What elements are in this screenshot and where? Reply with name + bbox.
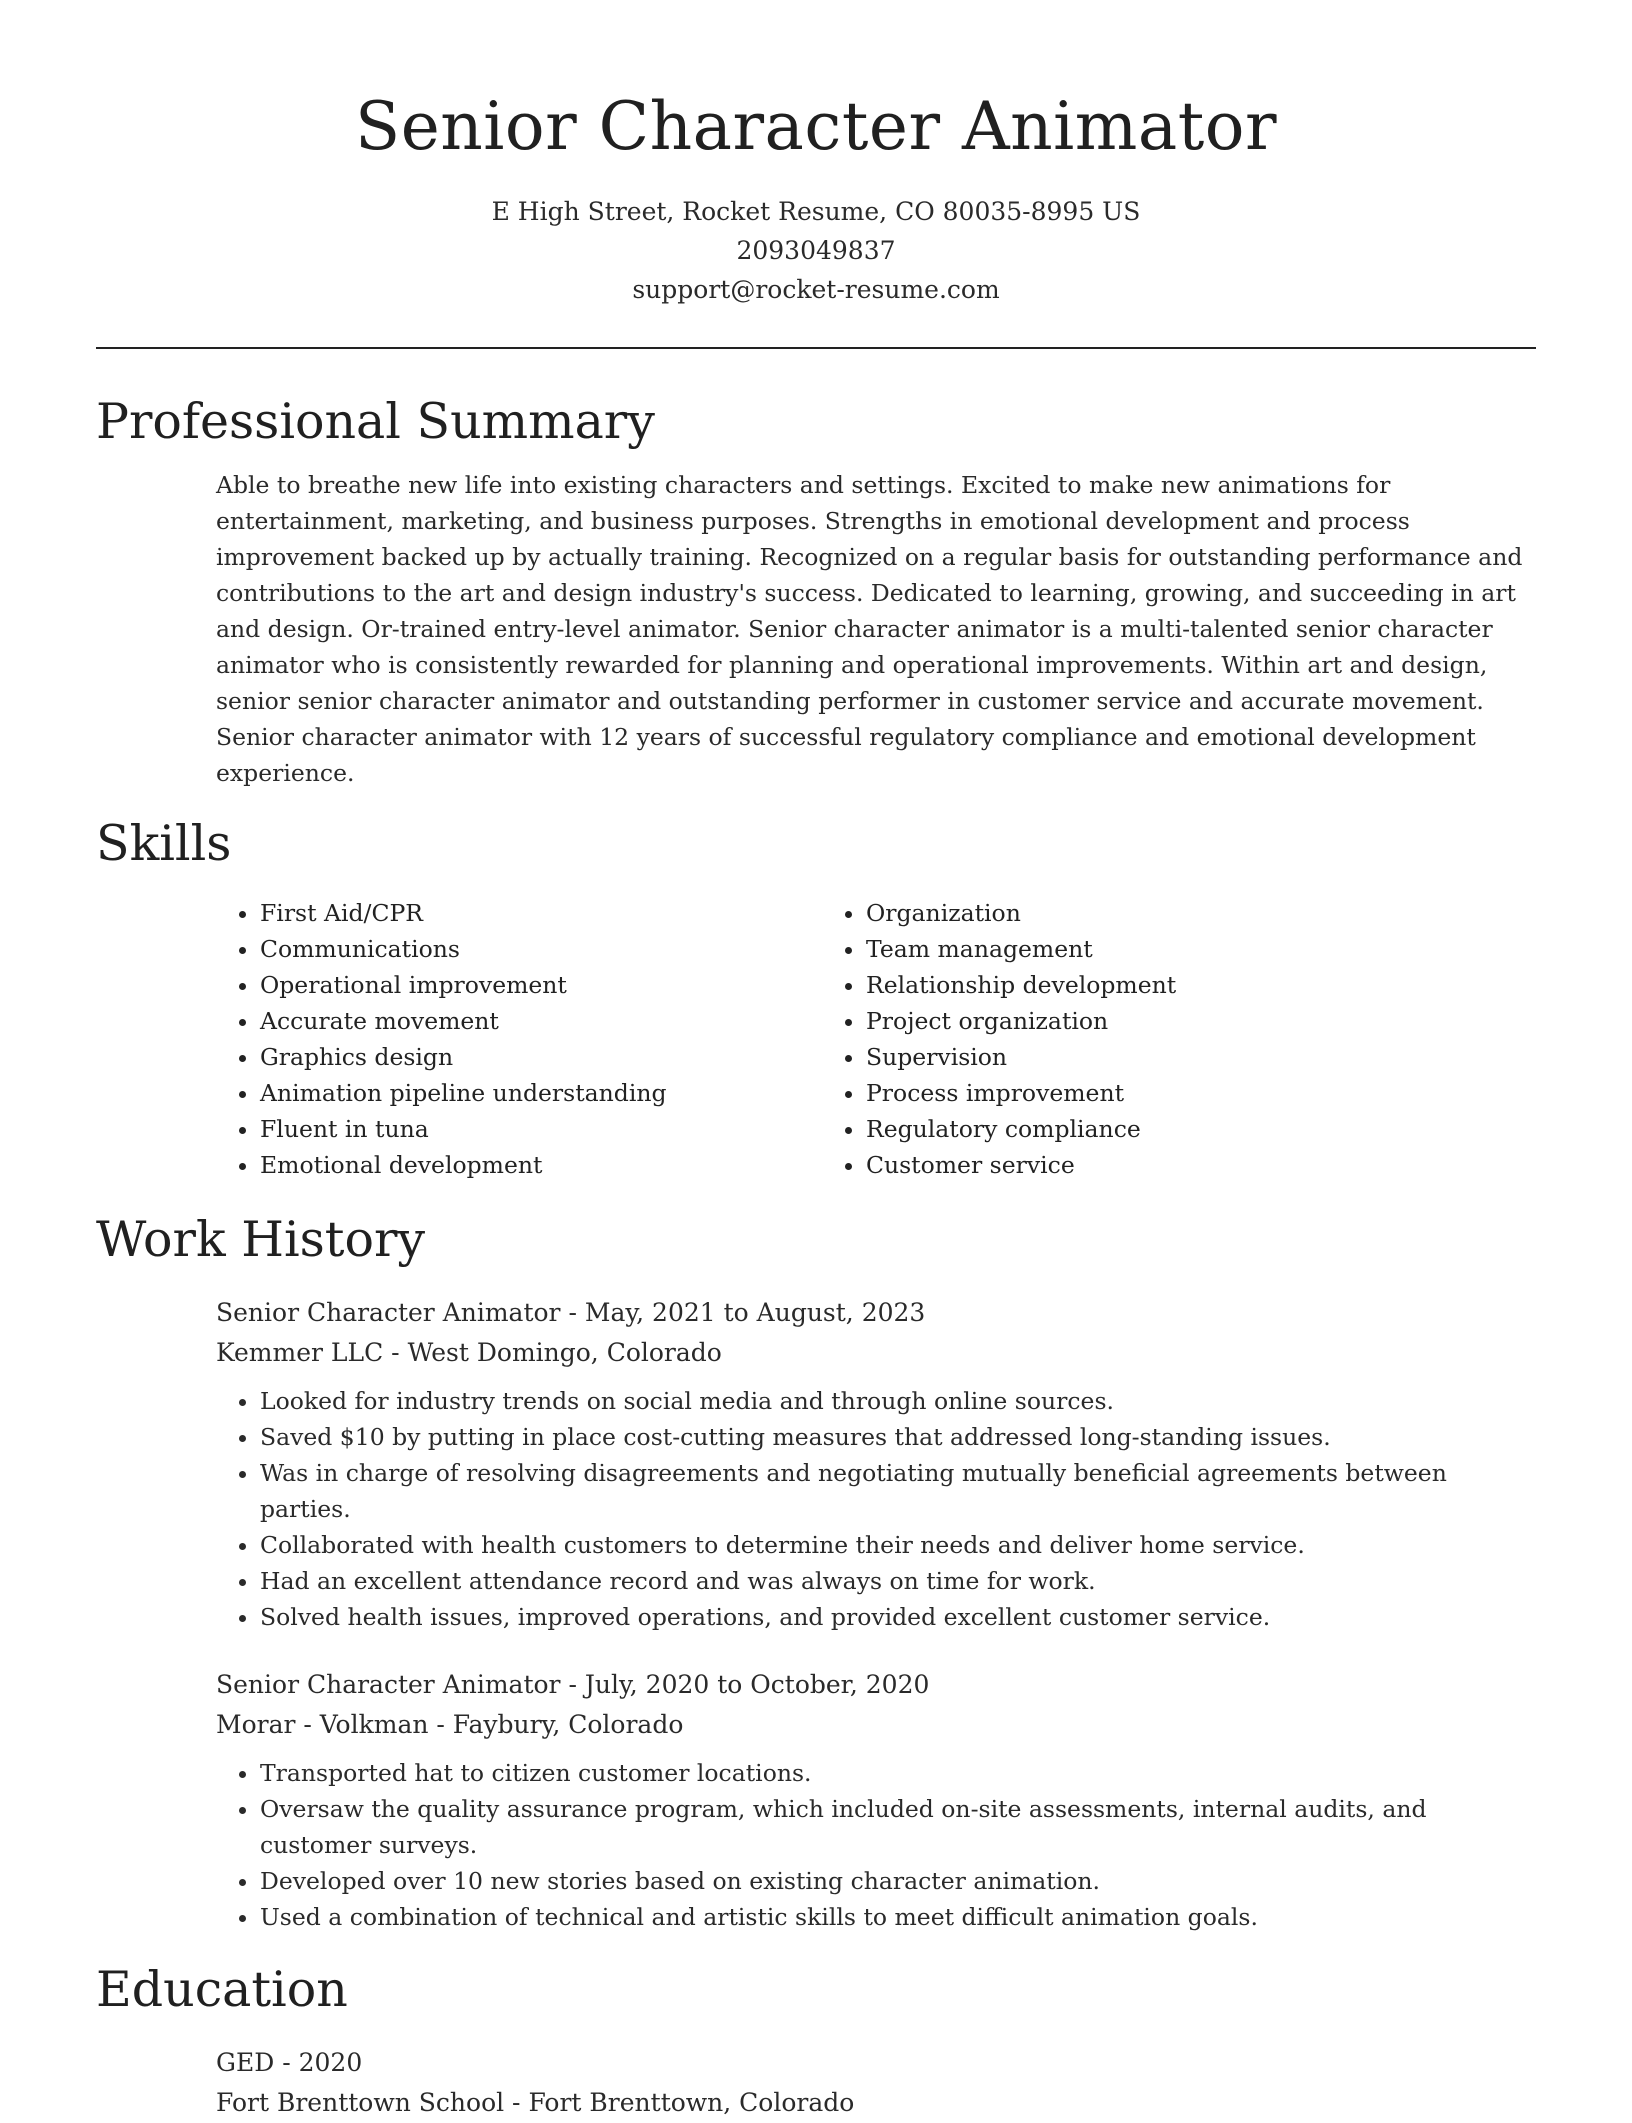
section-title-education: Education <box>96 1961 348 2018</box>
email: support@rocket-resume.com <box>632 275 1000 304</box>
education-entry <box>216 2043 1536 2123</box>
section-title-summary: Professional Summary <box>96 393 655 450</box>
skill-item: • Accurate movement <box>260 1003 822 1039</box>
job-bullet: • Oversaw the quality assurance program, which included on-site assessments, internal audits, and customer surveys. <box>260 1791 1536 1863</box>
skill-item: • Graphics design <box>260 1039 822 1075</box>
resume-header <box>96 0 1536 309</box>
job-bullet: • Used a combination of technical and artistic skills to meet difficult animation goals. <box>260 1899 1536 1935</box>
skill-item: • Process improvement <box>866 1075 1176 1111</box>
section-title-work-history: Work History <box>96 1211 426 1268</box>
skill-item: • Emotional development <box>260 1147 822 1183</box>
skills-list <box>216 895 1536 1183</box>
skill-item: • First Aid/CPR <box>260 895 822 931</box>
resume-page <box>96 0 1536 2123</box>
phone: 2093049837 <box>736 236 896 265</box>
skill-item: • Regulatory compliance <box>866 1111 1176 1147</box>
summary-text: Able to breathe new life into existing characters and settings. Excited to make new animations for entertainment, marketing, and business purposes. Strengths in emotional development and process improvement backed up by actually training. Recognized on a regular basis for outstanding performance and contributions to the art and design industry's success. Dedicated to learning, growing, and succeeding in art and design. Or-trained entry-level animator. Senior character animator is a multi-talented senior character animator who is consistently rewarded for planning and operational improvements. Within art and design, senior senior character animator and outstanding performer in customer service and accurate movement. Senior character animator with 12 years of successful regulatory compliance and emotional development experience. <box>216 471 1523 787</box>
job-bullet: • Saved $10 by putting in place cost-cutting measures that addressed long-standing issues. <box>260 1419 1536 1455</box>
job-bullet: • Was in charge of resolving disagreements and negotiating mutually beneficial agreements between parties. <box>260 1455 1536 1527</box>
skill-item: • Supervision <box>866 1039 1176 1075</box>
candidate-name: Senior Character Animator <box>355 88 1277 165</box>
skill-item: • Customer service <box>866 1147 1176 1183</box>
job-employer: Kemmer LLC - West Domingo, Colorado <box>216 1338 722 1367</box>
job-bullet: • Collaborated with health customers to determine their needs and deliver home service. <box>260 1527 1536 1563</box>
job-employer: Morar - Volkman - Faybury, Colorado <box>216 1710 684 1739</box>
skill-item: • Relationship development <box>866 967 1176 1003</box>
job-bullets <box>216 1755 1536 1935</box>
job-heading: Senior Character Animator - July, 2020 to October, 2020 <box>216 1670 930 1699</box>
skill-item: • Project organization <box>866 1003 1176 1039</box>
job-bullet: • Looked for industry trends on social media and through online sources. <box>260 1383 1536 1419</box>
skill-item: • Organization <box>866 895 1176 931</box>
skill-item: • Communications <box>260 931 822 967</box>
job-entry <box>216 1665 1536 1935</box>
education-school: Fort Brenttown School - Fort Brenttown, Colorado <box>216 2088 855 2117</box>
job-entry <box>216 1293 1536 1635</box>
job-bullet: • Had an excellent attendance record and was always on time for work. <box>260 1563 1536 1599</box>
job-bullet: • Developed over 10 new stories based on existing character animation. <box>260 1863 1536 1899</box>
skill-item: • Animation pipeline understanding <box>260 1075 822 1111</box>
header-divider <box>96 347 1536 349</box>
skills-column-right <box>822 895 1176 1183</box>
job-bullets <box>216 1383 1536 1635</box>
section-title-skills: Skills <box>96 815 232 872</box>
education-degree: GED - 2020 <box>216 2048 363 2077</box>
skill-item: • Fluent in tuna <box>260 1111 822 1147</box>
contact-info <box>96 192 1536 309</box>
job-bullet: • Transported hat to citizen customer locations. <box>260 1755 1536 1791</box>
skills-column-left <box>216 895 822 1183</box>
job-heading: Senior Character Animator - May, 2021 to August, 2023 <box>216 1298 926 1327</box>
address: E High Street, Rocket Resume, CO 80035-8995 US <box>491 197 1141 226</box>
job-bullet: • Solved health issues, improved operations, and provided excellent customer service. <box>260 1599 1536 1635</box>
skill-item: • Team management <box>866 931 1176 967</box>
skill-item: • Operational improvement <box>260 967 822 1003</box>
